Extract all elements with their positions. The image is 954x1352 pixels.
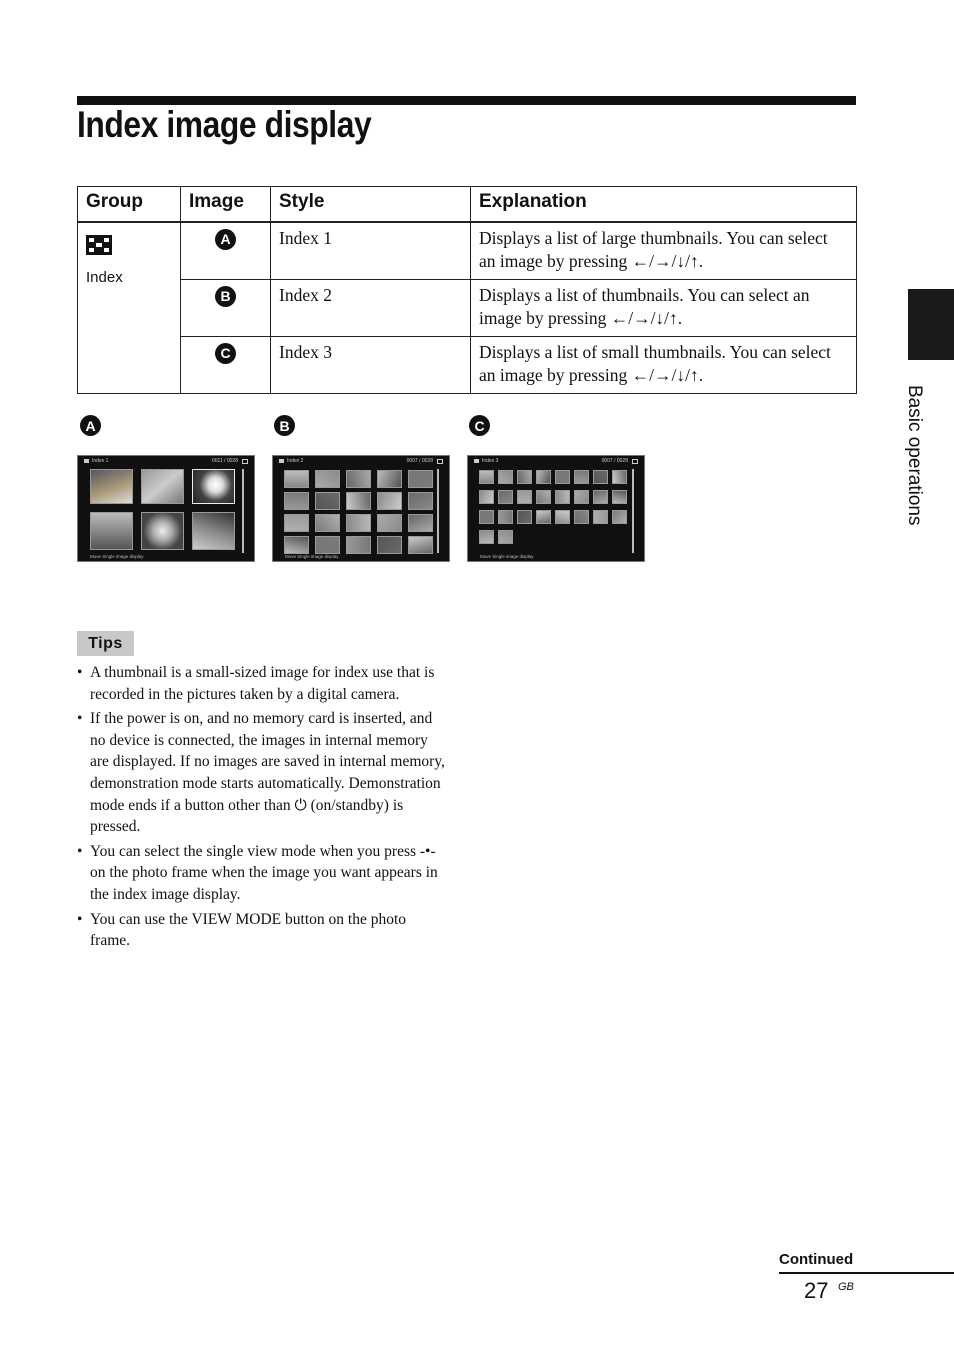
index-grid-icon (84, 459, 89, 463)
table-row (78, 222, 857, 280)
screen-counter: 0011 / 0028 (211, 458, 238, 464)
index-grid-icon (279, 459, 284, 463)
tip-item: • If the power is on, and no memory card is inserted, and no device is connected, the images in internal memory are displayed. If no images are saved in internal memory, demonstration mode starts automatically. Demonstration mode ends if a button other than ⏻ (on/standby) is pressed. (77, 708, 449, 838)
tip-item: • You can use the VIEW MODE button on the photo frame. (77, 909, 449, 952)
thumbnail (498, 510, 513, 524)
thumbnail (377, 470, 402, 488)
screen-badge-c: C (469, 415, 490, 436)
explanation-cell: Displays a list of small thumbnails. You can select an image by pressing ←/→/↓/↑. (471, 337, 857, 394)
thumbnail (479, 490, 494, 504)
thumbnail (498, 470, 513, 484)
screen-footer: Move Single image display (90, 554, 144, 559)
image-cell (181, 222, 271, 280)
thumbnail (517, 490, 532, 504)
tip-item: • A thumbnail is a small-sized image for index use that is recorded in the pictures taken by a digital camera. (77, 662, 449, 705)
thumbnail (315, 492, 340, 510)
thumbnail (536, 510, 551, 524)
thumbnail (574, 490, 589, 504)
thumbnail (536, 470, 551, 484)
memory-icon (632, 459, 638, 464)
explanation-cell: Displays a list of thumbnails. You can select an image by pressing ←/→/↓/↑. (471, 280, 857, 337)
page-title: Index image display (77, 104, 372, 145)
section-tab (908, 289, 954, 360)
table-header-row (78, 187, 857, 223)
thumbnail (574, 510, 589, 524)
explanation-cell: Displays a list of large thumbnails. You can select an image by pressing ←/→/↓/↑. (471, 222, 857, 280)
thumbnail (555, 490, 570, 504)
thumbnail (346, 470, 371, 488)
thumbnail (408, 470, 433, 488)
tip-item: • You can select the single view mode when you press -•- on the photo frame when the image you want appears in the index image display. (77, 841, 449, 906)
index-1-screen (77, 455, 255, 562)
thumbnail (517, 470, 532, 484)
page-number: 27 (804, 1278, 829, 1303)
tips-list (77, 662, 449, 955)
table-row (78, 337, 857, 394)
thumbnail (408, 514, 433, 532)
footer-rule (779, 1272, 954, 1274)
thumbnail (498, 530, 513, 544)
thumbnail (612, 470, 627, 484)
thumbnail (284, 536, 309, 554)
screen-title: Index 1 (92, 458, 109, 464)
memory-icon (437, 459, 443, 464)
screen-header (468, 456, 644, 466)
thumbnail (593, 510, 608, 524)
screen-header (273, 456, 449, 466)
thumbnail (593, 490, 608, 504)
thumbnail (479, 510, 494, 524)
header-image: Image (181, 187, 271, 223)
thumbnail (593, 470, 608, 484)
screen-title: Index 2 (287, 458, 304, 464)
thumbnail (555, 510, 570, 524)
header-group: Group (78, 187, 181, 223)
thumbnail (479, 470, 494, 484)
screen-footer: Move Single image display (480, 554, 534, 559)
group-cell (78, 222, 181, 394)
header-explanation: Explanation (471, 187, 857, 223)
thumbnail (377, 536, 402, 554)
screen-header (78, 456, 254, 466)
thumbnail (612, 510, 627, 524)
table-row (78, 280, 857, 337)
screen-badge-a: A (80, 415, 101, 436)
section-label: Basic operations (904, 385, 925, 526)
thumbnail (141, 469, 184, 504)
thumbnail (408, 492, 433, 510)
index-3-screen (467, 455, 645, 562)
thumbnail (346, 514, 371, 532)
thumbnail (408, 536, 433, 554)
thumbnail (536, 490, 551, 504)
thumbnail (315, 536, 340, 554)
screen-counter: 0007 / 0028 (601, 458, 628, 464)
index-modes-table (77, 186, 857, 394)
thumbnail (612, 490, 627, 504)
style-cell: Index 2 (271, 280, 471, 337)
thumbnail (90, 469, 133, 504)
continued-label: Continued (779, 1251, 854, 1268)
scrollbar (242, 469, 244, 553)
thumbnail (192, 469, 235, 504)
badge-c: C (215, 343, 236, 364)
badge-a: A (215, 229, 236, 250)
thumbnail (192, 512, 235, 550)
thumbnail (315, 470, 340, 488)
tips-label: Tips (77, 631, 134, 656)
thumbnail (284, 492, 309, 510)
screen-badge-b: B (274, 415, 295, 436)
thumbnail (517, 510, 532, 524)
thumbnail (377, 492, 402, 510)
scrollbar (437, 469, 439, 553)
style-cell: Index 1 (271, 222, 471, 280)
thumbnail (90, 512, 133, 550)
thumbnail (346, 536, 371, 554)
thumbnail (141, 512, 184, 550)
header-style: Style (271, 187, 471, 223)
thumbnail (284, 514, 309, 532)
thumbnail (574, 470, 589, 484)
image-cell (181, 280, 271, 337)
badge-b: B (215, 286, 236, 307)
thumbnail (284, 470, 309, 488)
thumbnail (498, 490, 513, 504)
page-suffix: GB (838, 1281, 854, 1293)
index-grid-icon (474, 459, 479, 463)
scrollbar (632, 469, 634, 553)
index-2-screen (272, 455, 450, 562)
screen-footer: Move Single image display (285, 554, 339, 559)
screen-counter: 0007 / 0028 (406, 458, 433, 464)
thumbnail (555, 470, 570, 484)
memory-icon (242, 459, 248, 464)
thumbnail (377, 514, 402, 532)
screen-title: Index 3 (482, 458, 499, 464)
index-grid-icon (86, 235, 112, 255)
group-label: Index (86, 269, 123, 286)
thumbnail (315, 514, 340, 532)
image-cell (181, 337, 271, 394)
thumbnail (479, 530, 494, 544)
style-cell: Index 3 (271, 337, 471, 394)
thumbnail (346, 492, 371, 510)
